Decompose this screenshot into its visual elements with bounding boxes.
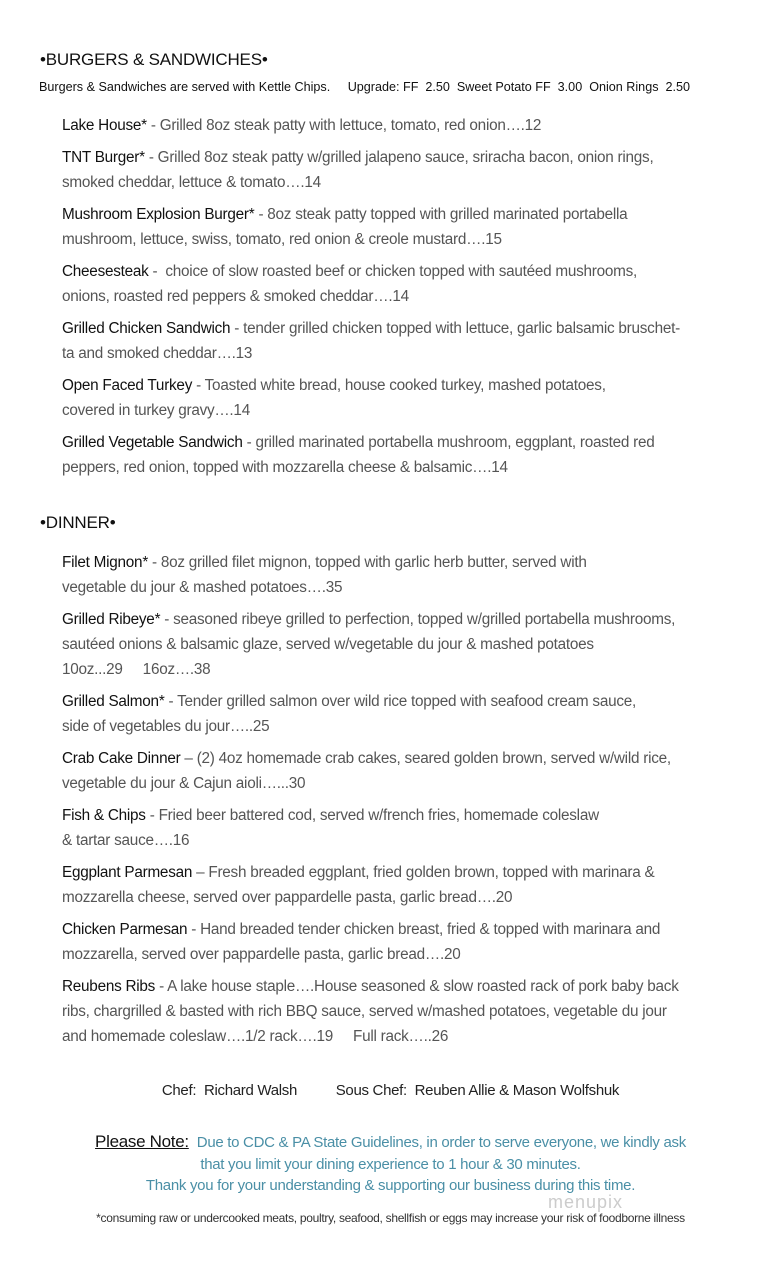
menu-item-line — [62, 227, 680, 252]
menu-item-description: onions, roasted red peppers & smoked cheddar….14 — [62, 288, 409, 305]
note-line: Due to CDC & PA State Guidelines, in order to serve everyone, we kindly ask — [196, 1134, 686, 1151]
chef-credits: Chef: Richard Walsh Sous Chef: Reuben Allie & Mason Wolfshuk — [161, 1082, 620, 1099]
menu-item — [62, 746, 679, 796]
menu-item-line — [62, 771, 679, 796]
note-line: Thank you for your understanding & supporting our business during this time. — [145, 1177, 636, 1194]
menu-item-description: mozzarella cheese, served over pappardelle pasta, garlic bread….20 — [62, 889, 513, 906]
note-line: that you limit your dining experience to 1 hour & 30 minutes. — [200, 1155, 581, 1173]
menu-item — [62, 689, 679, 739]
menu-item-description: sautéed onions & balsamic glaze, served w/vegetable du jour & mashed potatoes — [62, 636, 594, 653]
menu-item — [62, 550, 679, 600]
menu-item-line — [62, 373, 680, 398]
menu-item-description: - 8oz grilled filet mignon, topped with garlic herb butter, served with — [148, 554, 587, 571]
menu-item-line — [62, 316, 680, 341]
menu-item-line — [62, 284, 680, 309]
menu-item-line — [62, 917, 679, 942]
menu-item-name: Grilled Vegetable Sandwich — [62, 434, 243, 451]
menu-item-description: vegetable du jour & mashed potatoes….35 — [62, 579, 343, 596]
menu-item-description: smoked cheddar, lettuce & tomato….14 — [62, 174, 321, 191]
menu-item-line — [62, 999, 679, 1024]
menu-item-name: Grilled Chicken Sandwich — [62, 320, 231, 337]
menu-item — [62, 316, 680, 366]
menu-item-name: Lake House* — [62, 117, 147, 134]
menu-item-description: - Tender grilled salmon over wild rice topped with seafood cream sauce, — [164, 693, 636, 710]
menu-item-description: and homemade coleslaw….1/2 rack….19 Full rack…..26 — [62, 1028, 449, 1045]
menu-item-line — [62, 145, 680, 170]
menu-item-name: TNT Burger* — [62, 149, 145, 166]
menu-item-name: Mushroom Explosion Burger* — [62, 206, 255, 223]
menu-item-description: - seasoned ribeye grilled to perfection, topped w/grilled portabella mushrooms, — [160, 611, 676, 628]
menu-item-description: - A lake house staple….House seasoned & slow roasted rack of pork baby back — [155, 978, 679, 995]
menu-item-line — [62, 942, 679, 967]
menu-item-description: – Fresh breaded eggplant, fried golden brown, topped with marinara & — [192, 864, 655, 881]
watermark: menupix — [548, 1192, 624, 1212]
menu-item-line — [62, 1024, 679, 1049]
menu-item-description: vegetable du jour & Cajun aioli…...30 — [62, 775, 306, 792]
burgers-item-list — [62, 113, 680, 487]
menu-item-line — [62, 575, 679, 600]
please-note — [0, 1131, 781, 1197]
burgers-section-title: •BURGERS & SANDWICHES• — [40, 50, 268, 69]
menu-item-line — [62, 455, 680, 480]
menu-item-description: – (2) 4oz homemade crab cakes, seared golden brown, served w/wild rice, — [180, 750, 671, 767]
please-note-label: Please Note: — [95, 1132, 189, 1151]
menu-item-description: 10oz...29 16oz….38 — [62, 661, 211, 678]
dinner-section-title: •DINNER• — [40, 513, 116, 532]
menu-item-name: Chicken Parmesan — [62, 921, 188, 938]
menu-item-line — [62, 430, 680, 455]
menu-item-line — [62, 550, 679, 575]
menu-item-description: - Toasted white bread, house cooked turkey, mashed potatoes, — [192, 377, 606, 394]
menu-item — [62, 113, 680, 138]
menu-item-name: Crab Cake Dinner — [62, 750, 181, 767]
menu-item — [62, 917, 679, 967]
menu-item-description: ta and smoked cheddar….13 — [62, 345, 253, 362]
dinner-item-list — [62, 550, 679, 1056]
menu-item-description: - tender grilled chicken topped with lettuce, garlic balsamic bruschet- — [230, 320, 680, 337]
menu-item — [62, 803, 679, 853]
menu-item — [62, 202, 680, 252]
menu-item-name: Eggplant Parmesan — [62, 864, 193, 881]
menu-item-description: - choice of slow roasted beef or chicken topped with sautéed mushrooms, — [148, 263, 638, 280]
menu-item-line — [62, 657, 679, 682]
menu-item-line — [62, 803, 679, 828]
menu-item-description: - 8oz steak patty topped with grilled marinated portabella — [254, 206, 628, 223]
menu-item-line — [62, 828, 679, 853]
menu-item — [62, 607, 679, 682]
menu-item — [62, 860, 679, 910]
menu-item-line — [62, 607, 679, 632]
menu-item-name: Reubens Ribs — [62, 978, 156, 995]
menu-item-line — [62, 860, 679, 885]
menu-item-line — [62, 341, 680, 366]
menu-item-description: side of vegetables du jour…..25 — [62, 718, 270, 735]
foodborne-disclaimer: *consuming raw or undercooked meats, poultry, seafood, shellfish or eggs may increase your risk of foodborne illness — [96, 1211, 685, 1225]
menu-item-line — [62, 689, 679, 714]
menu-item-name: Grilled Ribeye* — [62, 611, 161, 628]
menu-item-description: peppers, red onion, topped with mozzarella cheese & balsamic….14 — [62, 459, 508, 476]
menu-item-line — [62, 170, 680, 195]
menu-item-name: Grilled Salmon* — [62, 693, 165, 710]
menu-item-name: Fish & Chips — [62, 807, 146, 824]
menu-item — [62, 259, 680, 309]
menu-item — [62, 145, 680, 195]
menu-item-name: Filet Mignon* — [62, 554, 149, 571]
menu-item-description: covered in turkey gravy….14 — [62, 402, 250, 419]
menu-item-line — [62, 259, 680, 284]
menu-item-name: Open Faced Turkey — [62, 377, 193, 394]
menu-item-description: mozzarella, served over pappardelle pasta, garlic bread….20 — [62, 946, 461, 963]
menu-item-line — [62, 974, 679, 999]
menu-item-description: - Grilled 8oz steak patty w/grilled jalapeno sauce, sriracha bacon, onion rings, — [144, 149, 654, 166]
menu-item-line — [62, 398, 680, 423]
menu-item — [62, 430, 680, 480]
menu-item-line — [62, 714, 679, 739]
menu-item-line — [62, 202, 680, 227]
menu-item-description: - grilled marinated portabella mushroom, eggplant, roasted red — [242, 434, 655, 451]
menu-item-line — [62, 113, 680, 138]
burgers-sides-note: Burgers & Sandwiches are served with Kettle Chips. Upgrade: FF 2.50 Sweet Potato FF 3.00 Onion Rings 2.50 — [39, 80, 691, 94]
menu-item-description: - Grilled 8oz steak patty with lettuce, tomato, red onion….12 — [146, 117, 542, 134]
menu-item — [62, 373, 680, 423]
menu-item-line — [62, 632, 679, 657]
menu-item-line — [62, 885, 679, 910]
menu-item-line — [62, 746, 679, 771]
menu-item-description: & tartar sauce….16 — [62, 832, 190, 849]
menu-item — [62, 974, 679, 1049]
menu-item-description: - Fried beer battered cod, served w/french fries, homemade coleslaw — [145, 807, 599, 824]
menu-item-description: ribs, chargrilled & basted with rich BBQ sauce, served w/mashed potatoes, vegetable du jour — [62, 1003, 667, 1020]
menu-item-name: Cheesesteak — [62, 263, 149, 280]
menu-item-description: - Hand breaded tender chicken breast, fried & topped with marinara and — [187, 921, 661, 938]
menu-item-description: mushroom, lettuce, swiss, tomato, red onion & creole mustard….15 — [62, 231, 502, 248]
